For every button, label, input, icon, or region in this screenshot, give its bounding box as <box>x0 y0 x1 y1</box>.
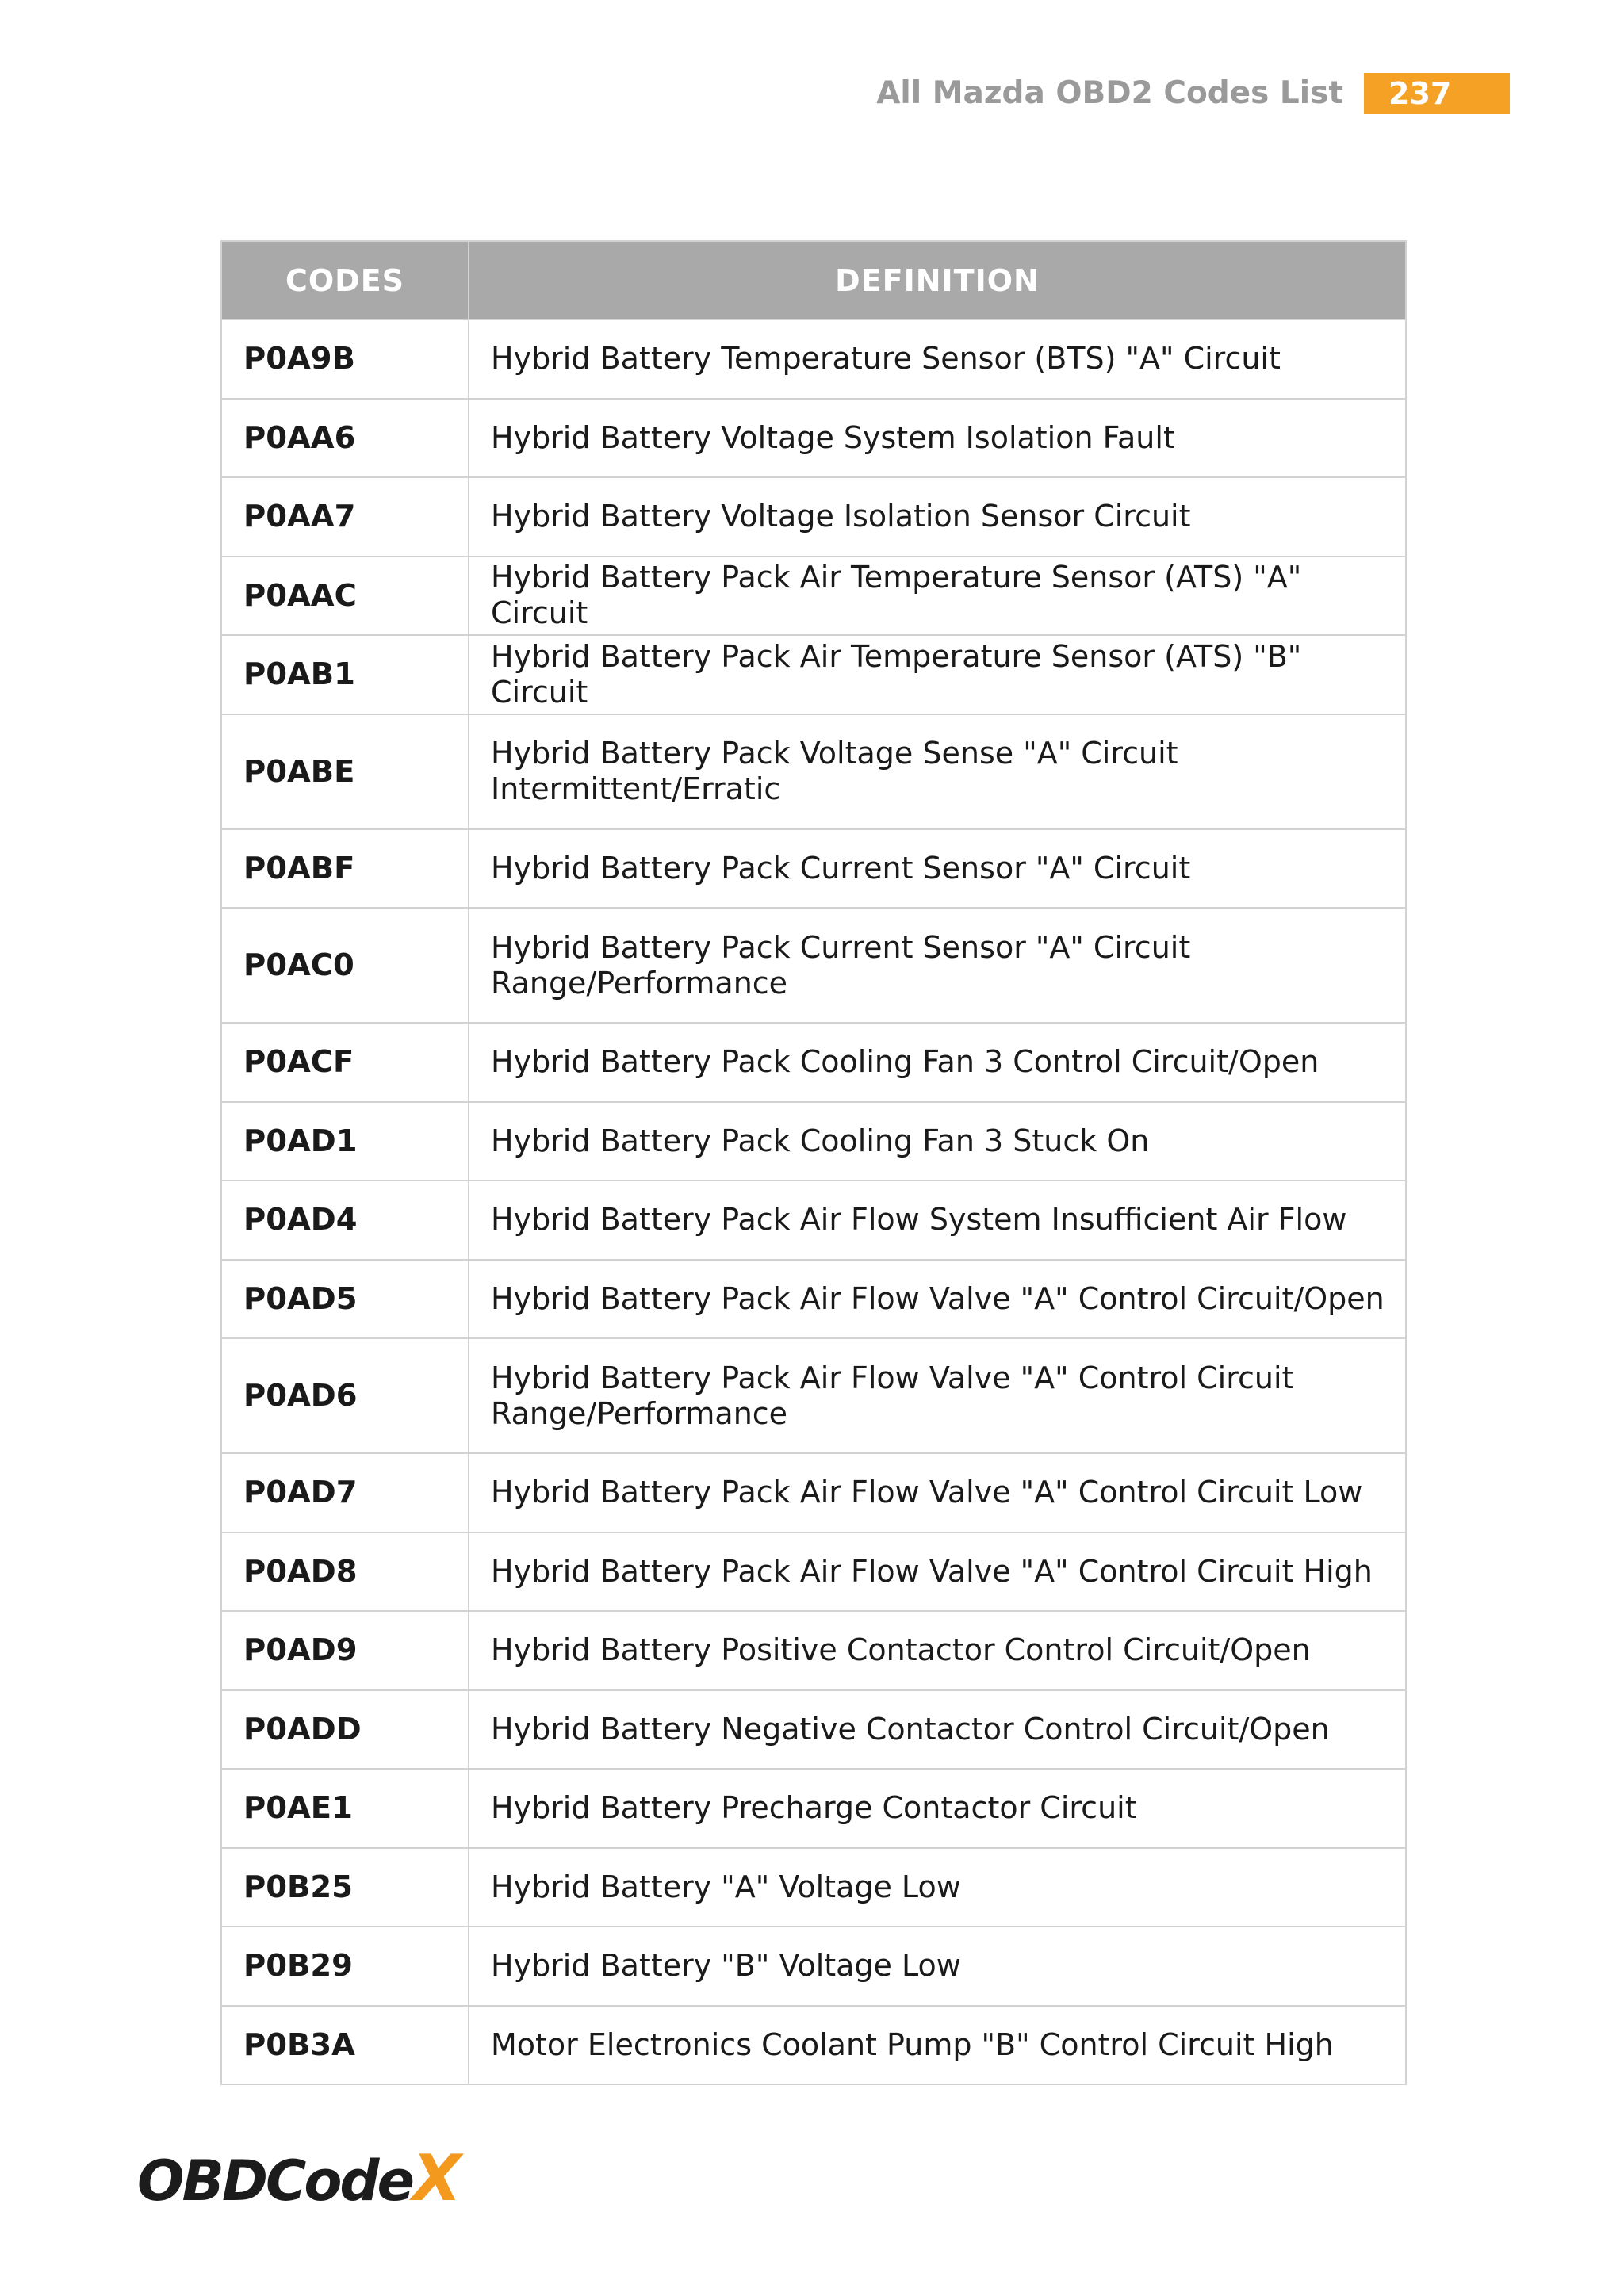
table-header-row <box>221 241 1406 320</box>
table-row <box>221 829 1406 909</box>
definition-cell: Hybrid Battery Positive Contactor Control Circuit/Open <box>469 1611 1406 1690</box>
definition-cell: Hybrid Battery Pack Current Sensor "A" Circuit <box>469 829 1406 909</box>
column-header-definition: DEFINITION <box>469 241 1406 320</box>
table-row <box>221 1611 1406 1690</box>
code-cell: P0AD6 <box>221 1338 469 1453</box>
code-cell: P0AA7 <box>221 477 469 557</box>
table-row <box>221 908 1406 1023</box>
table-row <box>221 1848 1406 1927</box>
definition-cell: Hybrid Battery Negative Contactor Control Circuit/Open <box>469 1690 1406 1770</box>
logo-x-mark: X <box>412 2141 459 2215</box>
code-cell: P0AD4 <box>221 1181 469 1260</box>
table-row <box>221 1338 1406 1453</box>
page-number-badge: 237 <box>1364 73 1510 114</box>
definition-cell: Hybrid Battery "B" Voltage Low <box>469 1927 1406 2006</box>
definition-cell: Hybrid Battery Pack Air Flow Valve "A" Control Circuit/Open <box>469 1260 1406 1339</box>
table-row <box>221 2006 1406 2085</box>
code-cell: P0B29 <box>221 1927 469 2006</box>
definition-cell: Hybrid Battery Pack Current Sensor "A" Circuit Range/Performance <box>469 908 1406 1023</box>
table-row <box>221 714 1406 829</box>
table-row <box>221 477 1406 557</box>
code-cell: P0AD8 <box>221 1533 469 1612</box>
table-row <box>221 1533 1406 1612</box>
code-cell: P0AA6 <box>221 399 469 478</box>
definition-cell: Hybrid Battery Pack Cooling Fan 3 Control Circuit/Open <box>469 1023 1406 1102</box>
obdcodex-logo <box>137 2141 459 2215</box>
definition-cell: Hybrid Battery Precharge Contactor Circuit <box>469 1769 1406 1848</box>
definition-cell: Hybrid Battery Pack Air Flow Valve "A" Control Circuit Range/Performance <box>469 1338 1406 1453</box>
code-cell: P0ADD <box>221 1690 469 1770</box>
logo-wordmark: OBDCode <box>137 2149 413 2214</box>
table-row <box>221 557 1406 636</box>
table-row <box>221 1769 1406 1848</box>
table-row <box>221 1690 1406 1770</box>
code-cell: P0AD7 <box>221 1453 469 1533</box>
definition-cell: Hybrid Battery Pack Air Flow Valve "A" Control Circuit High <box>469 1533 1406 1612</box>
code-cell: P0A9B <box>221 320 469 399</box>
definition-cell: Hybrid Battery Pack Air Temperature Sensor (ATS) "A" Circuit <box>469 557 1406 636</box>
code-cell: P0AAC <box>221 557 469 636</box>
code-cell: P0ABF <box>221 829 469 909</box>
table-row <box>221 1260 1406 1339</box>
column-header-codes: CODES <box>221 241 469 320</box>
code-cell: P0B3A <box>221 2006 469 2085</box>
definition-cell: Hybrid Battery Voltage Isolation Sensor Circuit <box>469 477 1406 557</box>
page-header <box>876 73 1510 114</box>
definition-cell: Hybrid Battery Temperature Sensor (BTS) "A" Circuit <box>469 320 1406 399</box>
table-row <box>221 320 1406 399</box>
table-row <box>221 399 1406 478</box>
code-cell: P0ABE <box>221 714 469 829</box>
codes-table <box>220 240 1407 2085</box>
definition-cell: Hybrid Battery Voltage System Isolation Fault <box>469 399 1406 478</box>
table-row <box>221 1023 1406 1102</box>
code-cell: P0AE1 <box>221 1769 469 1848</box>
document-title: All Mazda OBD2 Codes List <box>876 75 1343 111</box>
code-cell: P0AD1 <box>221 1102 469 1181</box>
definition-cell: Hybrid Battery Pack Voltage Sense "A" Circuit Intermittent/Erratic <box>469 714 1406 829</box>
code-cell: P0B25 <box>221 1848 469 1927</box>
definition-cell: Motor Electronics Coolant Pump "B" Control Circuit High <box>469 2006 1406 2085</box>
table-row <box>221 635 1406 714</box>
table-row <box>221 1927 1406 2006</box>
code-cell: P0AC0 <box>221 908 469 1023</box>
code-cell: P0AD5 <box>221 1260 469 1339</box>
definition-cell: Hybrid Battery Pack Air Temperature Sensor (ATS) "B" Circuit <box>469 635 1406 714</box>
table-row <box>221 1453 1406 1533</box>
definition-cell: Hybrid Battery Pack Air Flow Valve "A" Control Circuit Low <box>469 1453 1406 1533</box>
definition-cell: Hybrid Battery Pack Air Flow System Insufficient Air Flow <box>469 1181 1406 1260</box>
code-cell: P0AD9 <box>221 1611 469 1690</box>
code-cell: P0ACF <box>221 1023 469 1102</box>
code-cell: P0AB1 <box>221 635 469 714</box>
definition-cell: Hybrid Battery Pack Cooling Fan 3 Stuck On <box>469 1102 1406 1181</box>
table-row <box>221 1102 1406 1181</box>
table-row <box>221 1181 1406 1260</box>
definition-cell: Hybrid Battery "A" Voltage Low <box>469 1848 1406 1927</box>
